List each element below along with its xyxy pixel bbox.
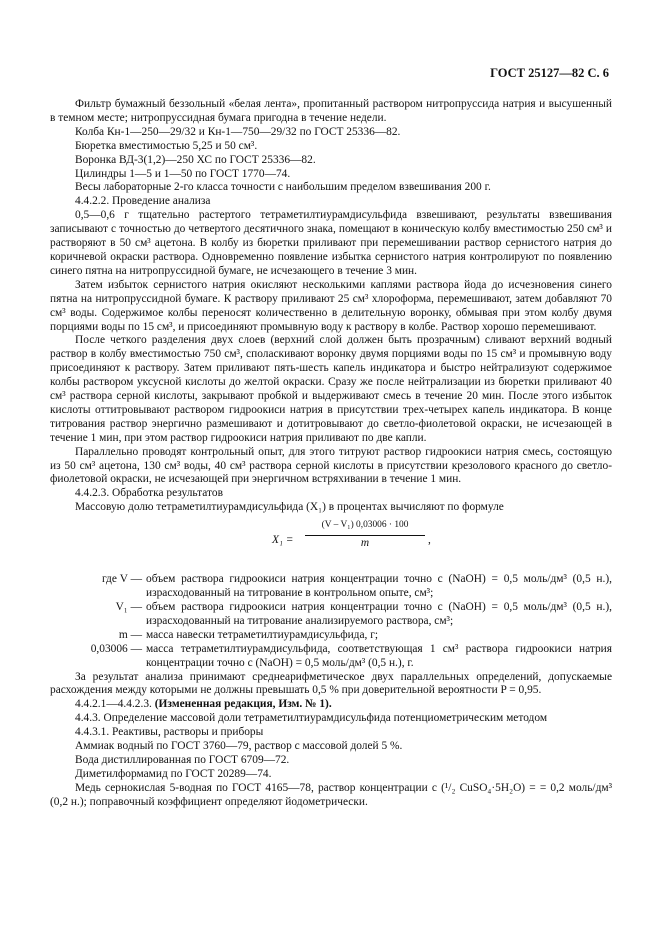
variable-description: объем раствора гидроокиси натрия концентрации точно c (NaOH) = 0,5 моль/дм³ (0,5 н.), израсходованный на титрование в контрольном опыте, см³; — [146, 573, 612, 600]
paragraph: Диметилформамид по ГОСТ 20289—74. — [75, 767, 272, 780]
paragraph: Массовую долю тетраметилтиурамдисульфида (X₁) в процентах вычисляют по формуле — [75, 501, 504, 514]
section-heading: 4.4.3.1. Реактивы, растворы и приборы — [75, 726, 264, 739]
paragraph: Цилиндры 1—5 и 1—50 по ГОСТ 1770—74. — [75, 167, 291, 180]
formula-lhs: X₁ = — [272, 534, 294, 547]
section-heading: 4.4.3. Определение массовой доли тетраметилтиурамдисульфида потенциометрическим методом — [75, 712, 548, 725]
formula-numerator: (V – V₁) 0,03006 · 100 — [305, 519, 425, 536]
paragraph: Весы лабораторные 2-го класса точности с наибольшим пределом взвешивания 200 г. — [75, 181, 491, 194]
amendment-ref: 4.4.2.1—4.4.2.3. — [75, 698, 152, 711]
paragraph: Бюретка вместимостью 5,25 и 50 см³. — [75, 139, 258, 152]
section-heading: 4.4.2.3. Обработка результатов — [75, 487, 223, 500]
variable-symbol: где V — — [101, 573, 142, 586]
paragraph: Аммиак водный по ГОСТ 3760—79, раствор с массовой долей 5 %. — [75, 740, 403, 753]
section-heading: 4.4.2.2. Проведение анализа — [75, 195, 211, 208]
paragraph: Воронка ВД-3(1,2)—250 ХС по ГОСТ 25336—82. — [75, 153, 316, 166]
paragraph: После четкого разделения двух слоев (верхний слой должен быть прозрачным) сливают верхний водный раствор в колбу вместимостью 750 см³, споласкивают воронку двумя порциями воды по 15 см³ и промывную воду присоединяют к раствору. Затем приливают пять-шесть капель индикатора и быстро нейтрализуют содержимое колбы раствором уксусной кислоты до желтой окраски. Сразу же после нейтрализации из бюретки приливают 40 см³ раствора серной кислоты, закрывают пробкой и выдерживают смесь в течение 20 мин. После этого избыток кислоты оттитровывают раствором гидроокиси натрия в присутствии трех-четырех капель индикатора. В конце титрования раствор энергично размешивают и дотитровывают до светло-фиолетовой окраски, не исчезающей в течение 1 мин, при этом раствор гидроокиси натрия приливают по две капли. — [50, 334, 612, 444]
variable-symbol: m — — [118, 628, 142, 641]
formula — [50, 519, 612, 567]
document-body — [50, 98, 612, 810]
paragraph: Параллельно проводят контрольный опыт, для этого титруют раствор гидроокиси натрия смесь, состоящую из 50 см³ ацетона, 130 см³ воды, 40 см³ раствора серной кислоты в присутствии крезолового красного до светло-фиолетовой окраски, не исчезающей при энергичном встряхивании в течение 1 мин. — [50, 445, 612, 486]
paragraph: Колба Кн-1—250—29/32 и Кн-1—750—29/32 по ГОСТ 25336—82. — [75, 125, 401, 138]
variable-symbol: 0,03006 — — [90, 642, 142, 655]
formula-fraction — [305, 519, 425, 551]
page-header: ГОСТ 25127—82 С. 6 — [490, 66, 609, 80]
amendment-text: (Измененная редакция, Изм. № 1). — [154, 698, 332, 711]
paragraph: 0,5—0,6 г тщательно растертого тетраметилтиурамдисульфида взвешивают, результаты взвешивания записывают с точностью до четвертого десятичного знака, помещают в коническую колбу вместимостью 250 см³ и растворяют в 50 см³ ацетона. В колбу из бюретки приливают при перемешивании раствор сернистого натрия до коричневой окраски раствора. Одновременно появление избытка сернистого натрия контролируют по появлению синего пятна на нитропруссидной бумаге, не исчезающего в течение 3 мин. — [50, 209, 612, 277]
paragraph: Вода дистиллированная по ГОСТ 6709—72. — [75, 753, 290, 766]
formula-denominator: m — [360, 537, 370, 550]
variable-definitions — [50, 573, 612, 670]
paragraph: Медь сернокислая 5-водная по ГОСТ 4165—78, раствор концентрации c (¹/₂ CuSO₄·5H₂O) = = 0,2 моль/дм³ (0,2 н.); поправочный коэффициент определяют йодометрически. — [50, 781, 612, 808]
variable-symbol: V₁ — — [115, 601, 142, 613]
variable-description: масса навески тетраметилтиурамдисульфида, г; — [146, 628, 379, 641]
paragraph: Затем избыток сернистого натрия окисляют несколькими каплями раствора йода до исчезновения синего пятна на нитропруссидной бумаге. К раствору приливают 25 см³ хлороформа, перемешивают, затем добавляют 70 см³ воды. Содержимое колбы переносят количественно в делительную воронку, обмывая при этом колбу двумя порциями воды по 15 см³, и присоединяют промывную воду к раствору в колбе. Раствор хорошо перемешивают. — [50, 278, 612, 333]
variable-description: объем раствора гидроокиси натрия концентрации точно c (NaOH) = 0,5 моль/дм³ (0,5 н.), израсходованный на титрование анализируемого раствора, см³; — [146, 601, 612, 627]
formula-comma: , — [428, 534, 431, 547]
variable-description: масса тетраметилтиурамдисульфида, соответствующая 1 см³ раствора гидроокиси натрия концентрации точно c (NaOH) = 0,5 моль/дм³ (0,5 н.), г. — [146, 642, 612, 669]
paragraph: Фильтр бумажный беззольный «белая лента», пропитанный раствором нитропруссида натрия и высушенный в темном месте; нитропруссидная бумага пригодна в течение недели. — [50, 98, 612, 124]
paragraph: За результат анализа принимают среднеарифметическое двух параллельных определений, допускаемые расхождения между которыми не должны превышать 0,5 % при доверительной вероятности P = 0,95. — [50, 670, 612, 697]
amendment-note — [50, 698, 612, 712]
